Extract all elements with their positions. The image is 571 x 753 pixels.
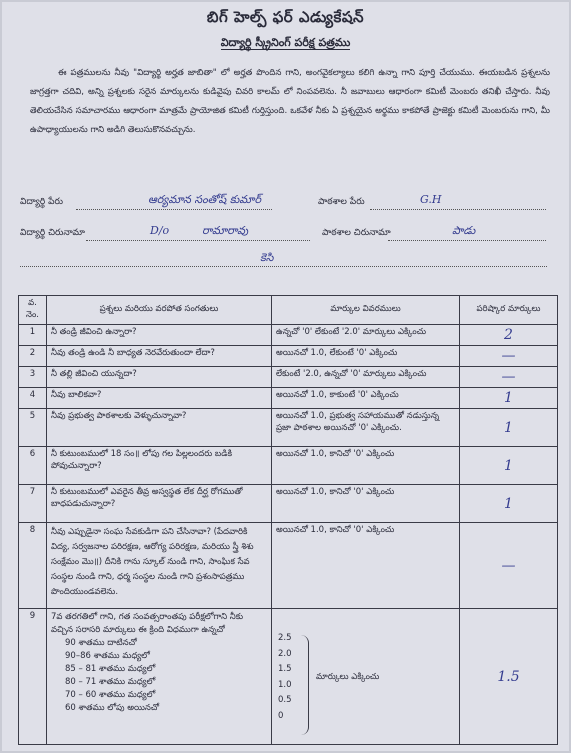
student-address-value[interactable]: D/o xyxy=(150,224,170,237)
marks-obtained[interactable]: 2 xyxy=(460,325,558,346)
student-name-value[interactable]: ఆర్యమాన సంతోష్ కుమార్ xyxy=(148,193,261,206)
student-name-label: విద్యార్థి పేరు xyxy=(20,197,63,207)
table-row: 6 నీ కుటుంబములో 18 సం॥ లోపు గల పిల్లలందరు బడికి పోవుచున్నారా? అయినచో 1.0, కానిచో '0' ఎక్కించు 1 xyxy=(19,447,558,485)
marks-obtained[interactable]: 1 xyxy=(460,409,558,447)
row9-question: 7వ తరగతిలో గాని, గత సంవత్సరాంతపు పరీక్షలోగాని నీకు వచ్చిన సరాసరి మార్కులు ఈ క్రింది విధముగా ఉన్నచో 90 శాతము దాటినచో 90–86 శాతము మధ్యలో 85 – 81 శాతము మధ్యలో 80 – 71 శాతము మధ్యలో 70 – 60 శాతము మధ్యలో 60 శాతము లోపు అయినచో xyxy=(47,609,272,745)
school-address-label: పాఠశాల చిరునామా xyxy=(322,228,391,238)
col-header-questions: ప్రశ్నలు మరియు వరపోత సంగతులు xyxy=(47,296,272,325)
table-row: 8 నీవు ఎప్పుడైనా సంఘ సేవకుడిగా పని చేసినావా? (పేదవారికి విద్య, సర్వజనాల పరిరక్షణ, ఆరోగ్య పరిరక్షణ, మరియు స్త్రీ శిశు సంక్షేమం మొ॥) దీనికి గాను స్కూల్ నుండి గాని, సాంఘిక సేవ సంస్థల నుండి గాని, ధర్మ సంస్థల నుండి గాని ప్రశంసాపత్రము పొందియుండవలెను. అయినచో 1.0, కానిచో '0' ఎక్కించు — xyxy=(19,523,558,609)
col-header-no: వ. నెం. xyxy=(19,296,47,325)
marks-obtained[interactable]: 1 xyxy=(460,485,558,523)
row9-scale: 2.5 2.0 1.5 1.0 0.5 0 మార్కులు ఎక్కించు xyxy=(272,609,460,745)
col-header-marks-detail: మార్కుల వివరములు xyxy=(272,296,460,325)
table-row: 1 నీ తండ్రి జీవించి ఉన్నారా? ఉన్నచో '0' లేకుంటే '2.0' మార్కులు ఎక్కించు 2 xyxy=(19,325,558,346)
school-name-value[interactable]: G.H xyxy=(420,193,442,206)
address-line-2-value[interactable]: కెసి xyxy=(260,251,274,264)
table-row: 4 నీవు బాలికవా? అయినచో 1.0, కాకుంటే '0' ఎక్కించు 1 xyxy=(19,388,558,409)
student-address-label: విద్యార్థి చిరునామా xyxy=(20,228,85,238)
table-row: 5 నీవు ప్రభుత్వ పాఠశాలకు వెళ్ళుచున్నావా? అయినచో 1.0, ప్రభుత్వ సహాయముతో నడుస్తున్న ప్రజా పాఠశాల అయినచో '0' ఎక్కించు. 1 xyxy=(19,409,558,447)
school-name-label: పాఠశాల పేరు xyxy=(318,197,365,207)
marks-obtained[interactable]: 1.5 xyxy=(460,609,558,745)
marks-obtained[interactable]: — xyxy=(460,367,558,388)
table-row: 3 నీ తల్లి జీవించి యున్నదా? లేకుంటే '2.0, ఉన్నచో '0' మార్కులు ఎక్కించు — xyxy=(19,367,558,388)
table-row: 9 7వ తరగతిలో గాని, గత సంవత్సరాంతపు పరీక్షలోగాని నీకు వచ్చిన సరాసరి మార్కులు ఈ క్రింది విధముగా ఉన్నచో 90 శాతము దాటినచో 90–86 శాతము మధ్యలో 85 – 81 శాతము మధ్యలో 80 – 71 శాతము మధ్యలో 70 – 60 శాతము మధ్యలో 60 శాతము లోపు అయినచో 2.5 2.0 1.5 1.0 0.5 0 మార్కులు ఎక్కించు 1.5 xyxy=(19,609,558,745)
table-header-row xyxy=(19,296,558,325)
student-address-value-2[interactable]: రామారావు xyxy=(202,224,249,237)
screening-table xyxy=(18,295,558,745)
marks-obtained[interactable]: 1 xyxy=(460,388,558,409)
table-row: 7 నీ కుటుంబములో ఎవరైన తీవ్ర అస్వస్థత లేక దీర్ఘ రోగముతో బాధపడుచున్నారా? అయినచో 1.0, కానిచో '0' ఎక్కించు 1 xyxy=(19,485,558,523)
marks-obtained[interactable]: — xyxy=(460,523,558,609)
curly-brace xyxy=(300,635,309,735)
table-row: 2 నీవు తండ్రి ఉండి నీ బాధ్యత నెరవేరుతుందా లేదా? అయినచో 1.0, లేకుంటే '0' ఎక్కించు — xyxy=(19,346,558,367)
marks-obtained[interactable]: 1 xyxy=(460,447,558,485)
marks-obtained[interactable]: — xyxy=(460,346,558,367)
school-address-value[interactable]: పాడు xyxy=(452,224,476,237)
instructions-paragraph: ఈ పత్రములను నీవు "విద్యార్థి అర్హత జాబితా" లో అర్హత పొందిన గాని, అంగవైకల్యాలు కలిగి ఉన్నా గాని పూర్తి చేయుము. ఈయబడిన ప్రశ్నలను జాగ్రత్తగా చదివి, అన్ని ప్రశ్నలకు సరైన మార్కులను కుడివైపు చివరి కాలమ్ లో నింపవలెను. నీ జవాబులు ఆధారంగా కమిటీ మెంబరు తనిఖీ చేస్తారు. నీవు తెలియచేసిన సమాచారము ఆధారంగా మాత్రమే ప్రాయోజిత కమిటీ గుర్తిస్తుంది. ఒకవేళ నీకు ఏ ప్రశ్నయైన అర్థము కాకపోతే ప్రాజెక్టు కమిటీ మెంబరును గాని, మీ ఉపాధ్యాయులను గాని అడిగి తెలుసుకొనవచ్చును. xyxy=(30,68,550,135)
form-title: బిగ్ హెల్ప్ ఫర్ ఎడ్యుకేషన్ xyxy=(206,8,365,26)
col-header-marks-obtained: పరిష్కార మార్కులు xyxy=(460,296,558,325)
form-subtitle: విద్యార్థి స్క్రీనింగ్ పరీక్ష పత్రము xyxy=(220,36,351,49)
